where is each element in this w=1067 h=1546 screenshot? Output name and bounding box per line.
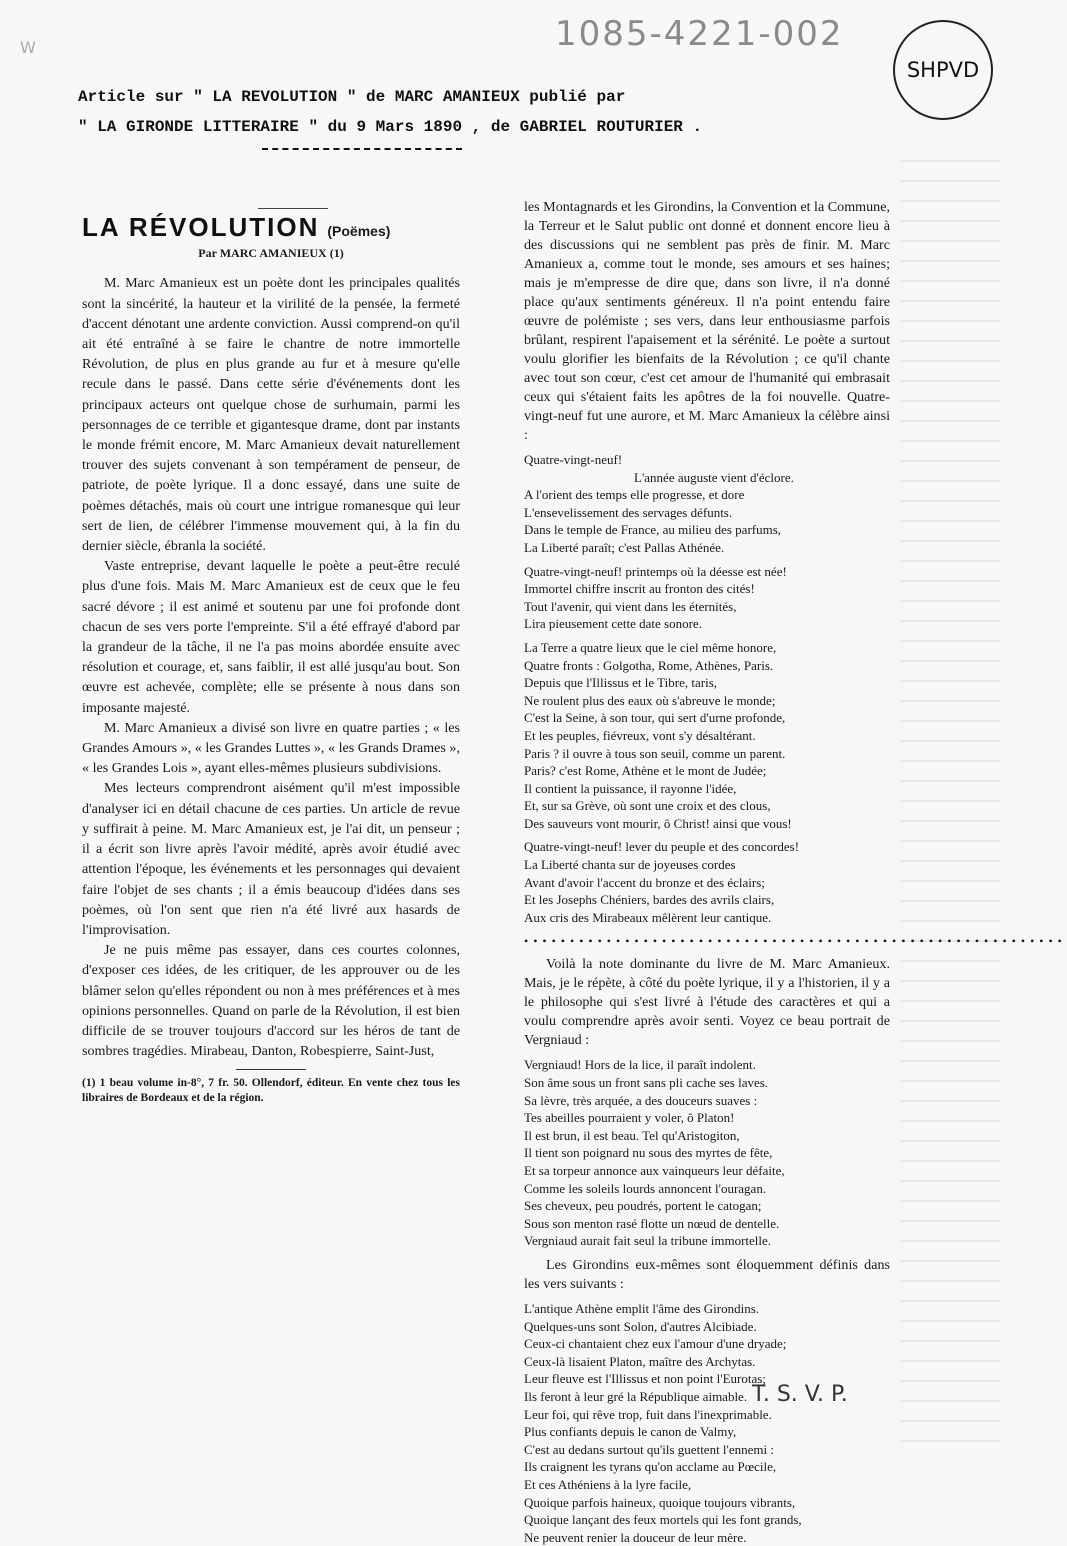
typed-header-line-2: " LA GIRONDE LITTERAIRE " du 9 Mars 1890 , de GABRIEL ROUTURIER . bbox=[78, 118, 703, 136]
verse-line: L'ensevelissement des servages défunts. bbox=[524, 504, 733, 520]
verse-line: Leur foi, qui rêve trop, fuit dans l'inexprimable. bbox=[524, 1406, 772, 1422]
article-paragraph: Les Girondins eux-mêmes sont éloquemment définis dans les vers suivants : bbox=[524, 1256, 890, 1292]
verse-line: Quoique lançant des feux mortels qui les font grands, bbox=[524, 1512, 802, 1528]
verse-line: Sa lèvre, très arquée, a des douceurs suaves : bbox=[524, 1092, 758, 1108]
footnote-rule bbox=[236, 1069, 306, 1070]
verse-line: Avant d'avoir l'accent du bronze et des éclairs; bbox=[524, 874, 765, 890]
verse-line: Quelques-uns sont Solon, d'autres Alcibiade. bbox=[524, 1318, 757, 1334]
article-title: LA RÉVOLUTION bbox=[82, 212, 320, 242]
verse-line: Et sa torpeur annonce aux vainqueurs leur défaite, bbox=[524, 1163, 785, 1178]
verse-line: Paris? c'est Rome, Athène et le mont de Judée; bbox=[524, 763, 767, 779]
verse-line: L'année auguste vient d'éclore. bbox=[634, 469, 794, 485]
article-genre: (Poëmes) bbox=[327, 223, 391, 239]
clipping-left-column bbox=[82, 207, 460, 1137]
article-title-row bbox=[82, 212, 460, 242]
verse-line: Ne peuvent renier la douceur de leur mère. bbox=[524, 1529, 747, 1545]
verse-line: Quoique parfois haineux, quoique toujours vibrants, bbox=[524, 1494, 796, 1510]
bleed-through-shadow bbox=[900, 160, 1000, 1460]
verse-line: La Liberté paraît; c'est Pallas Athénée. bbox=[524, 539, 725, 555]
footnote: (1) 1 beau volume in-8°, 7 fr. 50. Ollendorf, éditeur. En vente chez tous les libraires de Bordeaux et de la région. bbox=[82, 1077, 460, 1105]
verse-line: Ceux-ci chantaient chez eux l'amour d'une dryade; bbox=[524, 1336, 787, 1352]
archive-reference-number: 1085-4221-002 bbox=[555, 14, 844, 54]
verse-line: La Terre a quatre lieux que le ciel même honore, bbox=[524, 639, 777, 655]
verse-line: Tout l'avenir, qui vient dans les éternités, bbox=[524, 598, 737, 614]
verse-line: Quatre-vingt-neuf! printemps où la déesse est née! bbox=[524, 563, 787, 579]
poem-girondins bbox=[524, 1300, 890, 1546]
handwritten-turn-over-note: T. S. V. P. bbox=[752, 1382, 848, 1407]
verse-line: Comme les soleils lourds annoncent l'ouragan. bbox=[524, 1180, 767, 1196]
verse-line: Leur fleuve est l'Illissus et non point l'Eurotas; bbox=[524, 1371, 766, 1387]
verse-line: Son âme sous un front sans pli cache ses laves. bbox=[524, 1075, 769, 1091]
verse-line: C'est la Seine, à son tour, qui sert d'urne profonde, bbox=[524, 710, 786, 726]
verse-line: Depuis que l'Illissus et le Tibre, taris, bbox=[524, 675, 718, 691]
verse-line: Ne roulent plus des eaux où s'abreuve le monde; bbox=[524, 692, 776, 708]
article-paragraph: les Montagnards et les Girondins, la Convention et la Commune, la Terreur et le Salut public ont donné et donnent encore lieu à des discussions qui ne semblent pas près de finir. M. Marc Amanieux a, comme tout le monde, ses amours et ses haines; mais je m'empresse de dire que, dans son livre, il n'a donné place qu'aux sentiments généreux. Il n'a point entendu faire œuvre de polémiste ; ses vers, dans leur enthousiasme parfois brûlant, respirent l'apaisement et la sérénité. Le poète a surtout voulu glorifier les bienfaits de la Révolution ; ce qu'il chante avec tout son cœur, c'est cet amour de l'humanité qui embrasait ceux qui s'étaient faits les apôtres de la foi nouvelle. Quatre-vingt-neuf fut une aurore, et M. Marc Amanieux la célèbre ainsi : bbox=[524, 199, 890, 443]
verse-line: Plus confiants depuis le canon de Valmy, bbox=[524, 1424, 737, 1440]
verse-line: Ils craignent les tyrans qu'on acclame au Pœcile, bbox=[524, 1459, 777, 1475]
verse-line: Immortel chiffre inscrit au fronton des cités! bbox=[524, 581, 755, 597]
verse-line: Lira pieusement cette date sonore. bbox=[524, 616, 702, 632]
verse-line: A l'orient des temps elle progresse, et dore bbox=[524, 487, 745, 503]
verse-line: Vergniaud aurait fait seul la tribune immortelle. bbox=[524, 1233, 772, 1249]
article-paragraph: M. Marc Amanieux est un poète dont les principales qualités sont la sincérité, la hauteur et la virilité de la pensée, la fermeté d'accent dénotant une ardente conviction. Aussi comprend-on qu'il ait été entraîné à se faire le chantre de notre immortelle Révolution, de plus en plus grande au fur et à mesure qu'elle recule dans le passé. Dans cette série d'événements dont les principaux acteurs ont quelque chose de surhumain, parmi les personnages de ce terrible et gigantesque drame, dont par instants le monde frémit encore, M. Marc Amanieux devait naturellement trouver des sujets convenant à son tempérament de penseur, de patriote, de poète lyrique. Il a donc essayé, dans une suite de poèmes détachés, mais où court une intrigue romanesque qui leur sert de lien, de célébrer l'immense mouvement qui, à la fin du dernier siècle, ébranla la société. bbox=[82, 275, 460, 555]
verse-line: Quatre-vingt-neuf! bbox=[524, 452, 623, 467]
verse-line: Il tient son poignard nu sous des myrtes de fête, bbox=[524, 1145, 773, 1161]
verse-line: Et ces Athéniens à la lyre facile, bbox=[524, 1476, 692, 1492]
verse-line: C'est au dedans surtout qu'ils guettent l'ennemi : bbox=[524, 1441, 775, 1457]
article-paragraph: M. Marc Amanieux a divisé son livre en quatre parties ; « les Grandes Amours », « les Grandes Luttes », « les Grands Drames », « les Grandes Lois », ayant elles-mêmes plusieurs subdivisions. bbox=[82, 719, 460, 777]
verse-line: Il est brun, il est beau. Tel qu'Aristogiton, bbox=[524, 1127, 740, 1143]
verse-line: Ceux-là lisaient Platon, maître des Archytas. bbox=[524, 1353, 756, 1369]
dotted-separator: ••••••••••••••••••••••••••••••••••••••••••••••••••••••••••• bbox=[524, 934, 1067, 949]
archive-stamp bbox=[893, 20, 993, 120]
verse-line: Dans le temple de France, au milieu des parfums, bbox=[524, 522, 782, 538]
poem-vergniaud bbox=[524, 1056, 890, 1250]
article-paragraph: Vaste entreprise, devant laquelle le poète a peut-être reculé plus d'une fois. Mais M. Marc Amanieux est de ceux que le feu sacré dévore ; il est animé et soutenu par une foi profonde dont chacun de ses vers porte l'empreinte. S'il a été effrayé d'abord par la grandeur de la tâche, il ne l'a pas moins abordée ensuite avec résolution et courage, et, sans faiblir, il est allé jusqu'au bout. Son œuvre est achevée, complète; elle se présente à nous dans son imposante majesté. bbox=[82, 558, 460, 716]
verse-line: Il contient la puissance, il rayonne l'idée, bbox=[524, 780, 737, 796]
verse-line: Et, sur sa Grève, où sont une croix et des clous, bbox=[524, 798, 771, 814]
article-paragraph: Je ne puis même pas essayer, dans ces courtes colonnes, d'exposer ces idées, de les critiquer, de les approuver ou de les blâmer selon qu'elles répondent ou non à mes préférences et à mes opinions personnelles. Quand on parle de la Révolution, il est bien difficile de se trouver toujours d'accord sur les héros de tant de sombres tragédies. Mirabeau, Danton, Robespierre, Saint-Just, bbox=[82, 942, 460, 1060]
article-byline: Par MARC AMANIEUX (1) bbox=[198, 246, 344, 261]
typed-header-line-1: Article sur " LA REVOLUTION " de MARC AMANIEUX publié par bbox=[78, 88, 626, 106]
verse-line: Aux cris des Mirabeaux mêlèrent leur cantique. bbox=[524, 909, 772, 925]
margin-pencil-mark: W bbox=[20, 38, 36, 57]
verse-line: Vergniaud! Hors de la lice, il paraît indolent. bbox=[524, 1057, 756, 1073]
verse-line: La Liberté chanta sur de joyeuses cordes bbox=[524, 857, 736, 873]
verse-line: Ses cheveux, peu poudrés, portent le catogan; bbox=[524, 1198, 762, 1214]
stamp-text: SHPVD bbox=[906, 58, 980, 82]
article-paragraph: Voilà la note dominante du livre de M. Marc Amanieux. Mais, je le répète, à côté du poète lyrique, il y a l'historien, il y a le philosophe qui s'est livré à l'étude des caractères et qui a voulu comprendre après avoir senti. Voyez ce beau portrait de Vergniaud : bbox=[524, 956, 890, 1049]
verse-line: Et les Josephs Chéniers, bardes des avrils clairs, bbox=[524, 892, 775, 908]
verse-line: Sous son menton rasé flotte un nœud de dentelle. bbox=[524, 1215, 780, 1231]
verse-line: Des sauveurs vont mourir, ô Christ! ainsi que vous! bbox=[524, 815, 792, 831]
header-underline bbox=[262, 148, 462, 150]
poem-quatre-vingt-neuf bbox=[524, 451, 890, 926]
verse-line: Paris ? il ouvre à tous son seuil, comme un parent. bbox=[524, 745, 786, 761]
verse-line: Et les peuples, fiévreux, vont s'y désaltérant. bbox=[524, 727, 756, 743]
article-paragraph: Mes lecteurs comprendront aisément qu'il m'est impossible d'analyser ici en détail chacune de ces parties. Un article de revue y suffirait à peine. M. Marc Amanieux est, je l'ai dit, un penseur ; il a écrit son livre après l'avoir médité, après avoir étudié avec attention l'époque, les événements et les personnages qui devaient faire l'objet de ses chants ; il a émis beaucoup d'idées dans ses poèmes, où l'on sent que rien n'a été livré aux hasards de l'improvisation. bbox=[82, 780, 460, 938]
verse-line: Quatre fronts : Golgotha, Rome, Athènes, Paris. bbox=[524, 657, 774, 673]
verse-line: L'antique Athène emplit l'âme des Girondins. bbox=[524, 1300, 760, 1316]
verse-line: Tes abeilles pourraient y voler, ô Platon! bbox=[524, 1110, 735, 1126]
verse-line: Ils feront à leur gré la République aimable. bbox=[524, 1388, 748, 1404]
verse-line: Quatre-vingt-neuf! lever du peuple et des concordes! bbox=[524, 839, 800, 855]
